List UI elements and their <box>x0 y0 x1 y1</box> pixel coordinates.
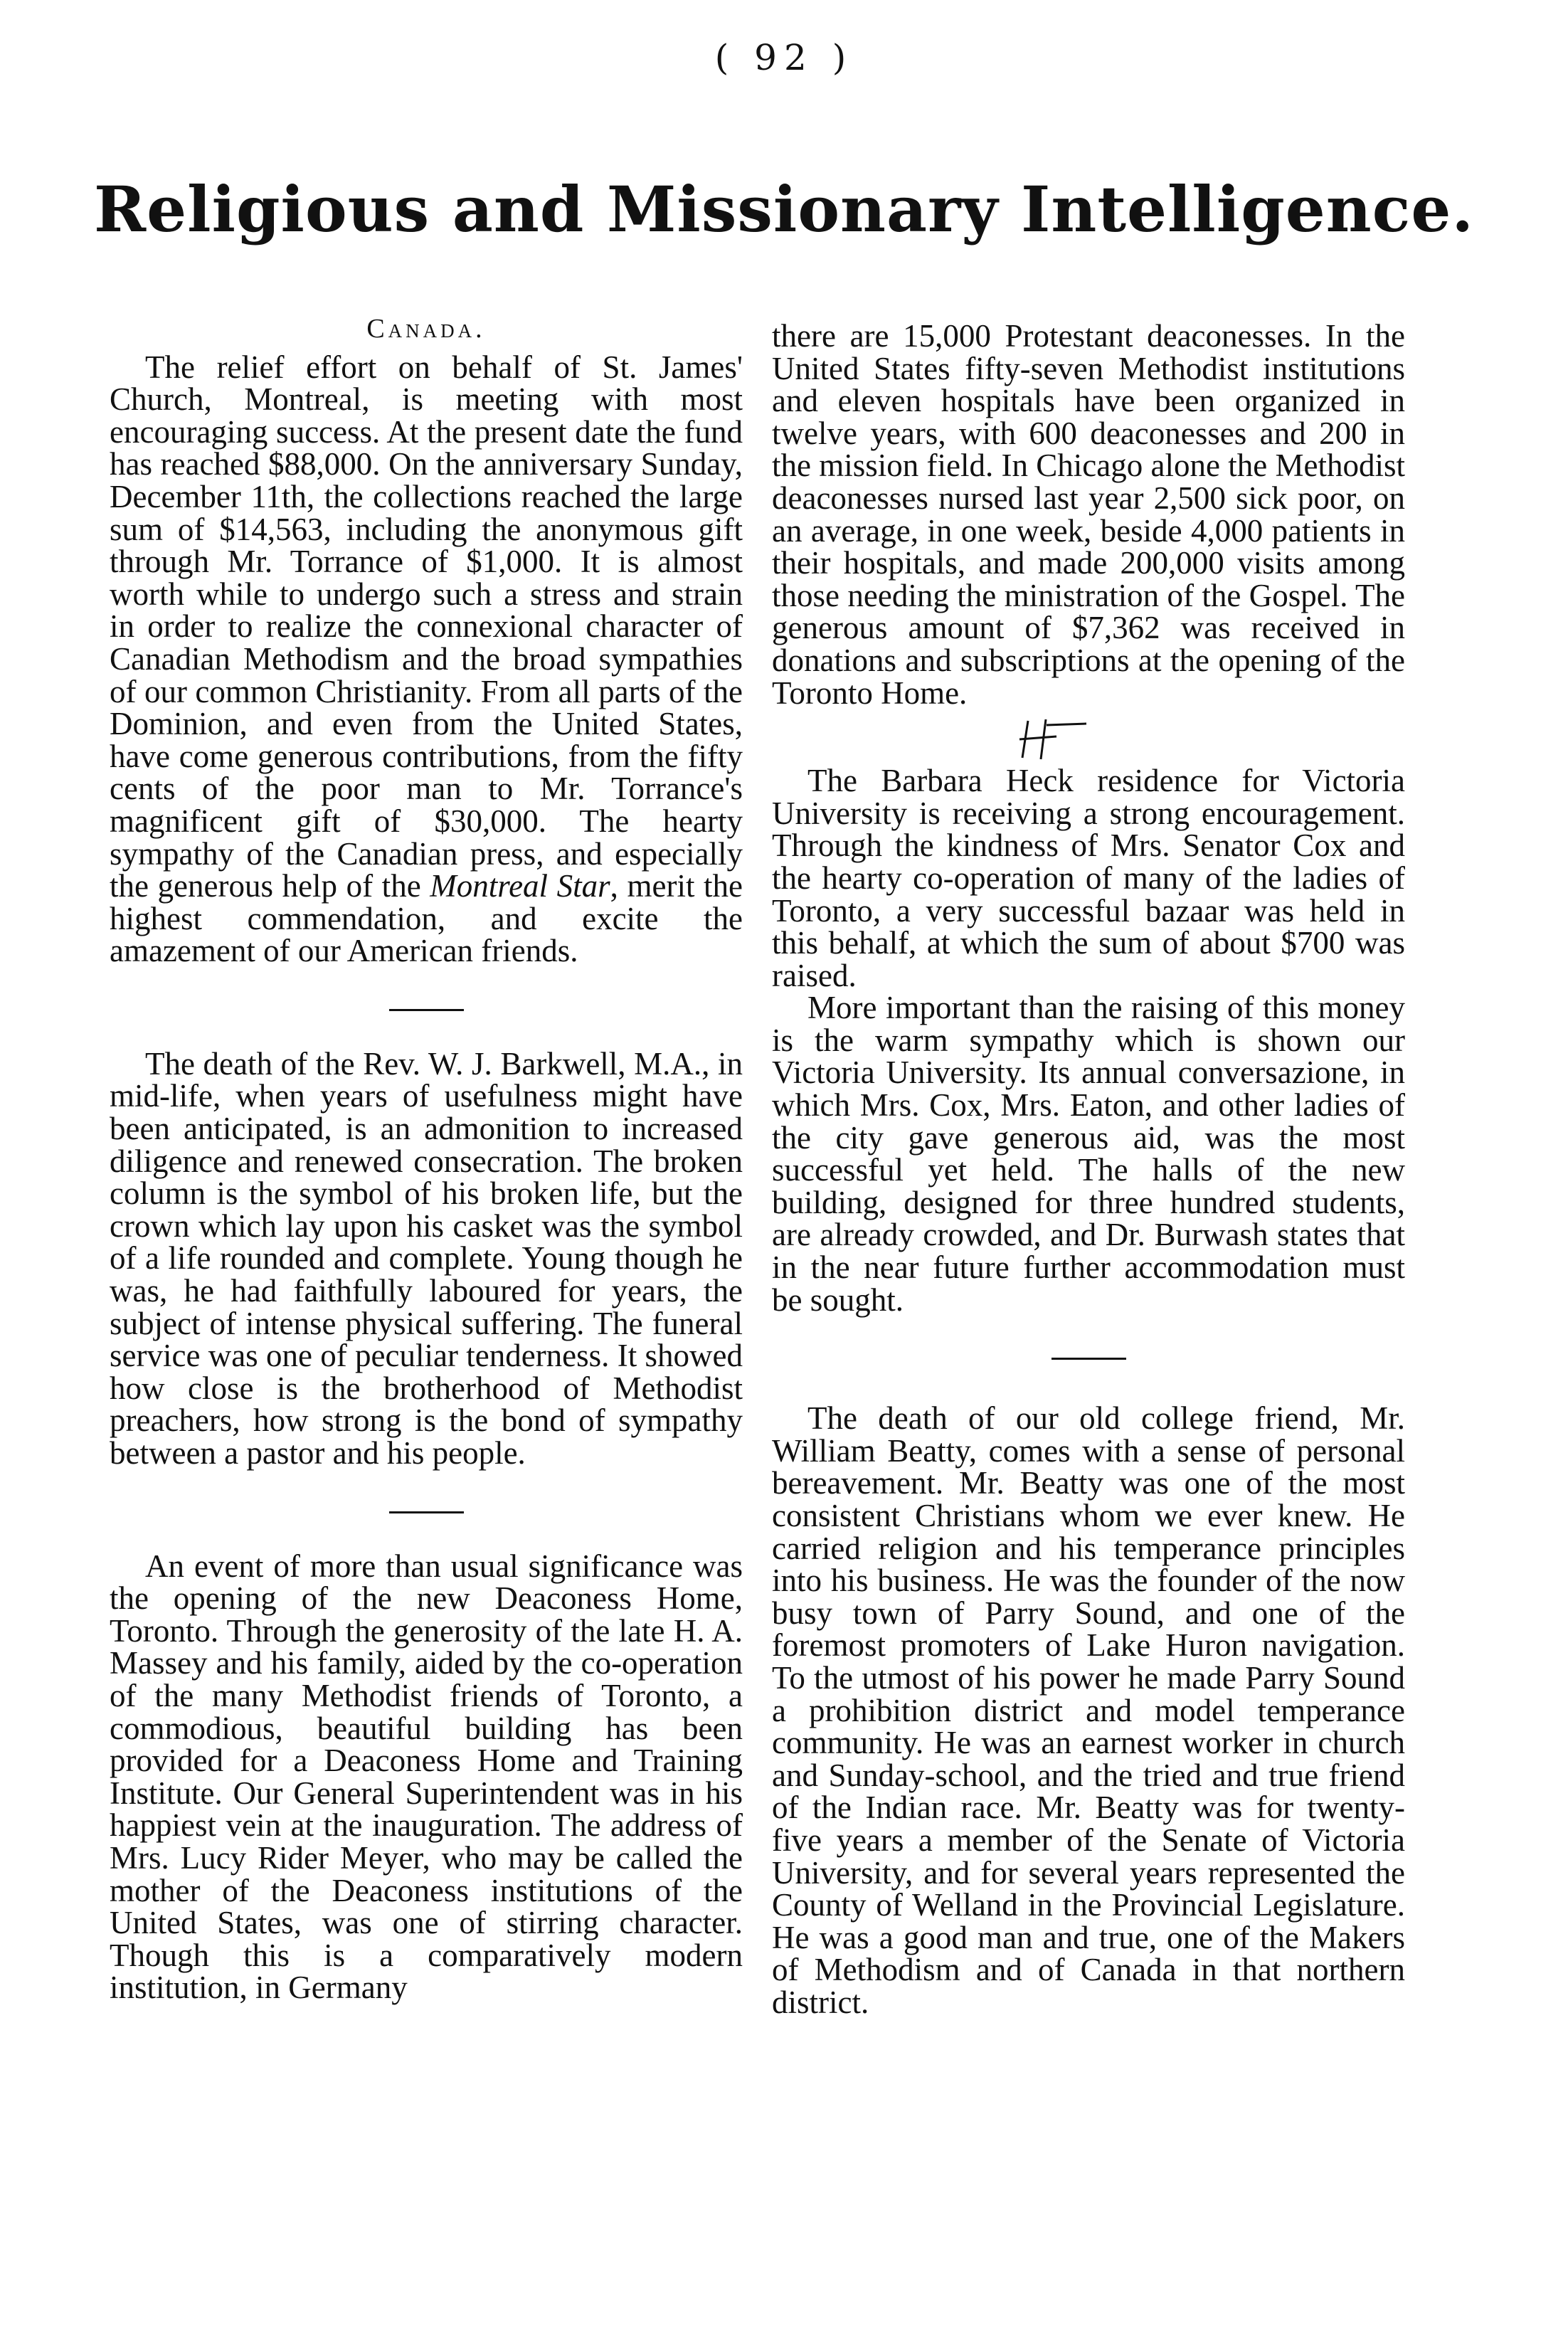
handwritten-h-mark <box>1007 715 1092 765</box>
article-barkwell-obituary: The death of the Rev. W. J. Barkwell, M.A., in mid-life, when years of usefulness might have been anticipated, is an admonition to increased diligence and renewed consecration. The broken column is the symbol of his broken life, but the crown which lay upon his casket was the symbol of a life rounded and complete. Young though he was, he had faithfully laboured for years, the subject of intense physical suffering. The funeral service was one of peculiar tenderness. It showed how close is the brotherhood of Methodist preachers, how strong is the bond of sympathy between a pastor and his people. <box>110 1045 743 1471</box>
section-divider <box>389 1009 464 1011</box>
page-title: Religious and Missionary Intelligence. <box>94 172 1474 246</box>
article-barbara-heck-residence: The Barbara Heck residence for Victoria University is receiving a strong encouragement. Through the kindness of Mrs. Senator Cox and the hearty co-operation of many of the ladies of Toronto, a very successful bazaar was held in this behalf, at which the sum of about $700 was raised. <box>772 763 1405 993</box>
article-victoria-university: More important than the raising of this money is the warm sympathy which is shown our Victoria University. Its annual conversazione, in which Mrs. Cox, Mrs. Eaton, and other ladies of the city gave generous aid, was the most successful yet held. The halls of the new building, designed for three hundred students, are already crowded, and Dr. Burwash states that in the near future further accommodation must be sought. <box>772 990 1405 1318</box>
section-divider <box>1051 1358 1126 1360</box>
article-st-james-church <box>110 349 743 969</box>
left-column <box>110 313 743 2004</box>
section-heading-canada: Canada. <box>366 314 486 344</box>
article-deaconess-home: An event of more than usual significance was the opening of the new Deaconess Home, Toronto. Through the generosity of the late H. A. Massey and his family, aided by the co-operation of the many Methodist friends of Toronto, a commodious, beautiful building has been provided for a Deaconess Home and Training Institute. Our General Superintendent was in his happiest vein at the inauguration. The address of Mrs. Lucy Rider Meyer, who may be called the mother of the Deaconess institutions of the United States, was one of stirring character. Though this is a comparatively modern institution, in Germany <box>110 1548 743 2006</box>
article-st-james-text-a: The relief effort on behalf of St. James' Church, Montreal, is meeting with most encouraging success. At the present date the fund has reached $88,000. On the anniversary Sunday, December 11th, the collections reached the large sum of $14,563, including the anonymous gift through Mr. Torrance of $1,000. It is almost worth while to undergo such a stress and strain in order to realize the connexional character of Canadian Methodism and the broad sympathies of our common Christianity. From all parts of the Dominion, and even from the United States, have come generous contributions, from the fifty cents of the poor man to Mr. Torrance's magnificent gift of $30,000. The hearty sympathy of the Canadian press, and especially the generous help of the <box>110 349 743 904</box>
section-divider <box>389 1511 464 1513</box>
right-column <box>772 320 1405 2019</box>
newspaper-name-italic: Montreal Star <box>430 868 610 904</box>
article-deaconess-continued: there are 15,000 Protestant deaconesses. In the United States fifty-seven Methodist institutions and eleven hospitals have been organized in twelve years, with 600 deaconesses and 200 in the mission field. In Chicago alone the Methodist deaconesses nursed last year 2,500 sick poor, on an average, in one week, beside 4,000 patients in their hospitals, and made 200,000 visits among those needing the ministration of the Gospel. The generous amount of $7,362 was received in donations and subscriptions at the opening of the Toronto Home. <box>772 318 1405 711</box>
article-beatty-obituary: The death of our old college friend, Mr. William Beatty, comes with a sense of personal bereavement. Mr. Beatty was one of the most consistent Christians whom we ever knew. He carried religion and his temperance principles into his business. He was the founder of the now busy town of Parry Sound, and one of the foremost promoters of Lake Huron navigation. To the utmost of his power he made Parry Sound a prohibition district and model temperance community. He was an earnest worker in church and Sunday-school, and the tried and true friend of the Indian race. Mr. Beatty was for twenty-five years a member of the Senate of Victoria University, and for several years represented the County of Welland in the Provincial Legislature. He was a good man and true, one of the Makers of Methodism and of Canada in that northern district. <box>772 1400 1405 2020</box>
article-st-james-text-b: , merit the highest commendation, and excite the amazement of our American friends. <box>110 868 743 969</box>
page-number: ( 92 ) <box>714 37 854 78</box>
